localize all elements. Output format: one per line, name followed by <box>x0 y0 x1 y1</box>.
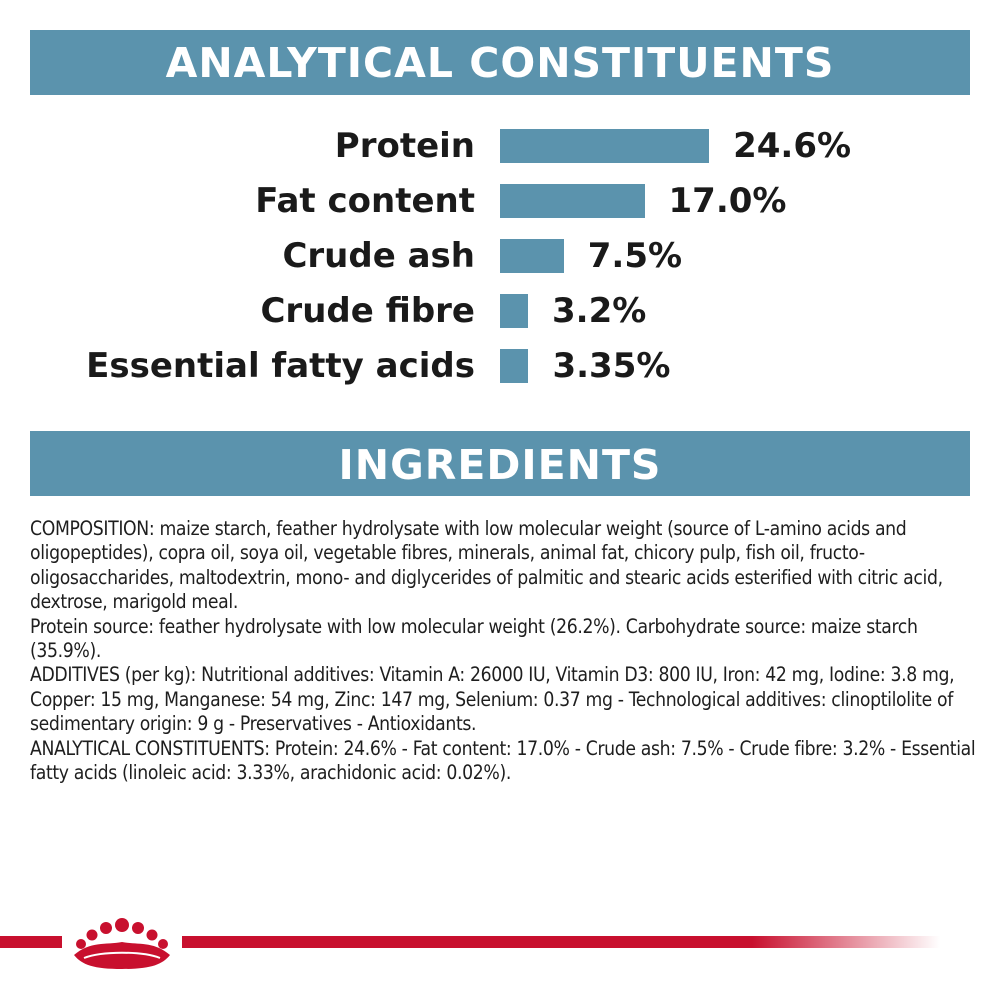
crown-icon <box>62 915 182 973</box>
bar <box>500 239 564 273</box>
analytical-constituents-heading: ANALYTICAL CONSTITUENTS <box>30 30 970 95</box>
bar-label: Essential fatty acids <box>86 346 475 386</box>
bar-value-label: 3.2% <box>552 291 647 331</box>
bar-label: Crude fibre <box>260 291 475 331</box>
ingredients-heading: INGREDIENTS <box>30 431 970 496</box>
bar-value-label: 7.5% <box>587 236 683 276</box>
bar <box>500 129 709 163</box>
bar-label: Crude ash <box>282 236 475 276</box>
protein-source-paragraph: Protein source: feather hydrolysate with low molecular weight (26.2%). Carbohydrate source: maize starch (35.9%). <box>30 614 918 663</box>
bar <box>500 184 645 218</box>
bar <box>500 294 528 328</box>
additives-paragraph: ADDITIVES (per kg): Nutritional additives: Vitamin A: 26000 IU, Vitamin D3: 800 IU, Iron: 42 mg, Iodine: 3.8 mg, Copper: 15 mg, Manganese: 54 mg, Zinc: 147 mg, Selenium: 0.37 mg - Technological additives: clinoptilolite of sedimentary origin: 9 g - Preservatives - Antioxidants. <box>30 663 955 736</box>
ingredients-text <box>30 517 978 785</box>
bar-label: Protein <box>334 126 475 166</box>
bar-value-label: 17.0% <box>668 181 787 221</box>
bar-value-label: 24.6% <box>733 126 852 166</box>
bar <box>500 349 528 383</box>
composition-paragraph: COMPOSITION: maize starch, feather hydrolysate with low molecular weight (source of L-amino acids and oligopeptides), copra oil, soya oil, vegetable fibres, minerals, animal fat, chicory pulp, fish oil, fructo-oligosaccharides, maltodextrin, mono- and diglycerides of palmitic and stearic acids esterified with citric acid, dextrose, marigold meal. <box>30 517 943 614</box>
bar-label: Fat content <box>255 181 475 221</box>
bar-value-label: 3.35% <box>552 346 671 386</box>
analytical-constituents-paragraph: ANALYTICAL CONSTITUENTS: Protein: 24.6% - Fat content: 17.0% - Crude ash: 7.5% - Crude fibre: 3.2% - Essential fatty acids (linoleic acid: 3.33%, arachidonic acid: 0.02%). <box>30 736 976 785</box>
